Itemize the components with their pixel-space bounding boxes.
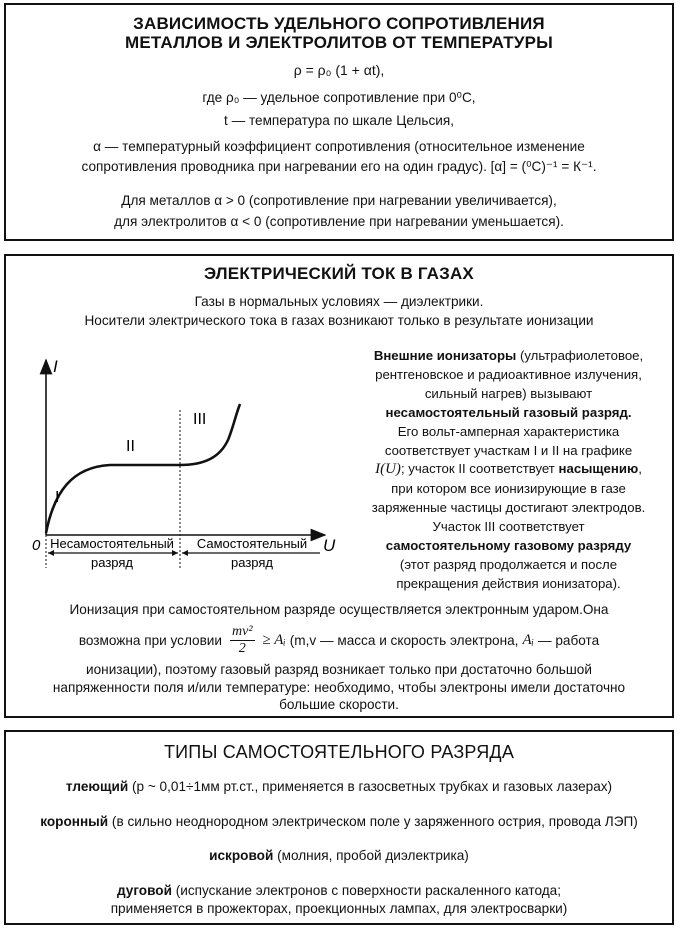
ionizers-line-2: рентгеновское и радиоактивное излучения, xyxy=(375,367,642,382)
electrolytes-note: для электролитов α < 0 (сопротивление при нагревании уменьшается). xyxy=(114,214,564,229)
region-2-label: II xyxy=(126,438,135,455)
self-label-2: разряд xyxy=(231,555,273,570)
arc-discharge-item: дуговой (испускание электронов с поверхности раскаленного катода; xyxy=(116,883,562,898)
glow-discharge-item: тлеющий (p ~ 0,01÷1мм рт.ст., применяется в газосветных трубках и газовых лазерах) xyxy=(65,779,613,794)
resistivity-formula: ρ = ρ₀ (1 + αt), xyxy=(293,62,385,78)
region-3-label: III xyxy=(193,411,207,428)
region-3-line: Участок III соответствует xyxy=(432,519,585,534)
self-label-1: Самостоятельный xyxy=(196,536,308,551)
gas-current-section xyxy=(4,254,674,718)
self-discharge-line-2: (этот разряд продолжается и после xyxy=(399,557,618,572)
self-discharge-term: самостоятельному газовому разряду xyxy=(385,538,632,553)
definition-t: t — температура по шкале Цельсия, xyxy=(224,113,454,128)
section-title: ЭЛЕКТРИЧЕСКИЙ ТОК В ГАЗАХ xyxy=(204,264,474,283)
y-axis-label: I xyxy=(53,357,58,376)
discharge-types-section xyxy=(4,730,674,925)
impact-ionization-line-3: ионизации), поэтому газовый разряд возникает только при достаточно большой xyxy=(86,662,592,677)
iv-curve xyxy=(46,404,240,533)
x-axis-label: U xyxy=(323,536,336,555)
temperature-dependence-section xyxy=(4,3,674,241)
energy-fraction: $\frac{\text{mv²}}{2}$ xyxy=(232,623,253,656)
spark-discharge-item: искровой (молния, пробой диэлектрика) xyxy=(209,848,469,863)
nonself-discharge-term: несамостоятельный газовый разряд. xyxy=(385,405,632,420)
ionizers-line-3: сильный нагрев) вызывают xyxy=(424,386,593,401)
intro-line-1: Газы в нормальных условиях — диэлектрики. xyxy=(194,294,484,309)
arc-discharge-item-line-2: применяется в прожекторах, проекционных лампах, для электросварки) xyxy=(110,901,568,916)
nonself-label-2: разряд xyxy=(91,555,133,570)
metals-note: Для металлов α > 0 (сопротивление при нагревании увеличивается), xyxy=(121,193,557,208)
definition-alpha-line-1: α — температурный коэффициент сопротивления (относительное изменение xyxy=(93,139,585,154)
impact-ionization-line-1: Ионизация при самостоятельном разряде осуществляется электронным ударом.Она xyxy=(69,602,609,617)
iv-line-2: соответствует участкам I и II на графике xyxy=(384,443,633,458)
ionization-condition-line: возможна при условии $\frac{\text{mv²}}{2}$ ≥ Aᵢ (m,v — масса и скорость электрона, Aᵢ — работа xyxy=(78,623,600,656)
current-voltage-graph xyxy=(20,352,340,582)
saturation-line-3: заряженные частицы достигают электродов. xyxy=(371,500,646,515)
saturation-line-2: при котором все ионизирующие в газе xyxy=(391,481,626,496)
section-title: ТИПЫ САМОСТОЯТЕЛЬНОГО РАЗРЯДА xyxy=(163,742,515,762)
saturation-line: I(U); участок II соответствует насыщению, xyxy=(375,461,642,477)
section-title-line-1: ЗАВИСИМОСТЬ УДЕЛЬНОГО СОПРОТИВЛЕНИЯ xyxy=(133,14,545,33)
definition-rho0: где ρ₀ — удельное сопротивление при 0⁰С, xyxy=(202,90,476,105)
section-title-line-2: МЕТАЛЛОВ И ЭЛЕКТРОЛИТОВ ОТ ТЕМПЕРАТУРЫ xyxy=(124,33,554,52)
nonself-label-1: Несамостоятельный xyxy=(50,536,174,551)
iv-line-1: Его вольт-амперная характеристика xyxy=(397,424,620,439)
origin-label: 0 xyxy=(32,537,41,554)
definition-alpha-line-2: сопротивления проводника при нагревании его на один градус). [α] = (⁰С)⁻¹ = К⁻¹. xyxy=(81,159,597,174)
impact-ionization-line-4: напряженности поля и/или температуре: необходимо, чтобы электроны имели достаточно xyxy=(52,680,626,695)
self-discharge-line-3: прекращения действия ионизатора). xyxy=(396,576,621,591)
impact-ionization-line-5: большие скорости. xyxy=(279,697,399,712)
region-1-label: I xyxy=(55,489,60,506)
corona-discharge-item: коронный (в сильно неоднородном электрическом поле у заряженного острия, провода ЛЭП) xyxy=(40,814,638,829)
intro-line-2: Носители электрического тока в газах возникают только в результате ионизации xyxy=(84,313,594,328)
ionizers-line-1: Внешние ионизаторы (ультрафиолетовое, xyxy=(373,348,644,363)
